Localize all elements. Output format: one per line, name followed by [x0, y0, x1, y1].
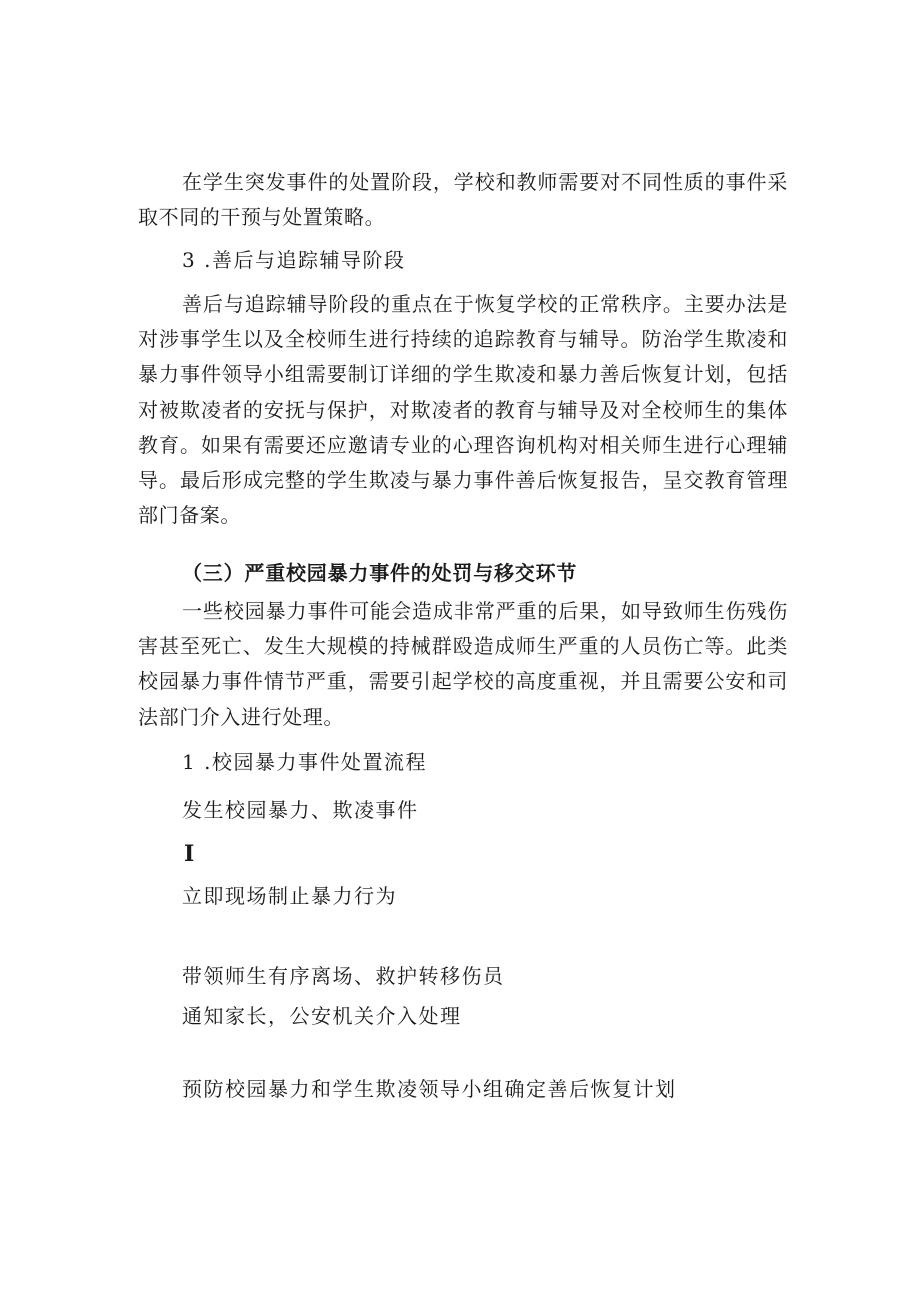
flow-step-4: 通知家长，公安机关介入处理: [182, 1004, 462, 1028]
flow-step-3: 带领师生有序离场、救护转移伤员: [182, 964, 505, 988]
flow-step-1: 发生校园暴力、欺凌事件: [182, 798, 419, 822]
item-3-title: 3 .善后与追踪辅导阶段: [182, 248, 406, 272]
item-1-title: 1 .校园暴力事件处置流程: [182, 750, 427, 774]
flow-step-5: 预防校园暴力和学生欺凌领导小组确定善后恢复计划: [182, 1077, 677, 1101]
paragraph-intro: 在学生突发事件的处置阶段，学校和教师需要对不同性质的事件采取不同的干预与处置策略。: [138, 170, 788, 230]
flow-arrow-marker: I: [184, 841, 195, 867]
section-3-heading: （三）严重校园暴力事件的处罚与移交环节: [182, 561, 578, 585]
paragraph-serious-violence: 一些校园暴力事件可能会造成非常严重的后果，如导致师生伤残伤害甚至死亡、发生大规模的持械群殴造成师生严重的人员伤亡等。此类校园暴力事件情节严重，需要引起学校的高度重视，并且需要公安和司法部门介入进行处理。: [138, 599, 788, 729]
paragraph-aftercare: 善后与追踪辅导阶段的重点在于恢复学校的正常秩序。主要办法是对涉事学生以及全校师生进行持续的追踪教育与辅导。防治学生欺凌和暴力事件领导小组需要制订详细的学生欺凌和暴力善后恢复计划，包括对被欺凌者的安抚与保护，对欺凌者的教育与辅导及对全校师生的集体教育。如果有需要还应邀请专业的心理咨询机构对相关师生进行心理辅导。最后形成完整的学生欺凌与暴力事件善后恢复报告，呈交教育管理部门备案。: [138, 292, 788, 528]
flow-step-2: 立即现场制止暴力行为: [182, 884, 397, 908]
